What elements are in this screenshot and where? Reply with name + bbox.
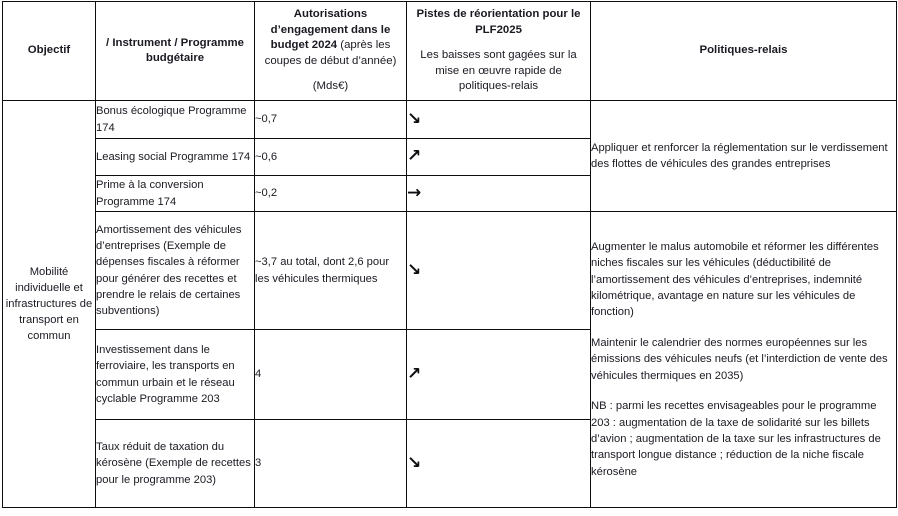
objectif-line5: commun: [27, 330, 71, 342]
instrument-programme: Programme 203: [139, 392, 220, 405]
pistes-line2: PLF2025: [475, 23, 522, 36]
instrument-name: Amortissement des véhicules d’entreprises: [96, 223, 242, 253]
relais-paragraph: Appliquer et renforcer la réglementation sur le verdissement des flottes de véhicules des grandes entreprises: [591, 141, 888, 170]
autorisations-line1: Autorisations: [293, 8, 368, 21]
cell-amount: ~0,6: [255, 139, 407, 176]
column-header-instrument-line1: / Instrument / Programme: [106, 36, 244, 49]
relais-paragraph: Maintenir le calendrier des normes européennes sur les émissions des véhicules neufs (et l’interdiction de vente des véhicules thermiques en 2035): [591, 336, 888, 382]
instrument-programme: Programme 174: [96, 105, 247, 134]
autorisations-budget-year: budget 2024: [270, 39, 338, 52]
arrow-down-right-icon: ↘: [407, 108, 422, 129]
autorisations-line3: [255, 38, 406, 54]
table-header: [3, 2, 897, 101]
autorisations-unit: (Mds€): [312, 80, 349, 93]
autorisations-note-b: coupes de début d’année): [264, 54, 397, 67]
relais-paragraph: Augmenter le malus automobile et réformer les différentes niches fiscales sur les véhicules (déductibilité de l’amortissement des véhicules d’entreprises, indemnité kilométrique, avantage en nature sur les véhicules de fonction): [591, 240, 879, 319]
instrument-programme: Programme 174: [170, 150, 251, 163]
instrument-programme: Programme 174: [96, 195, 177, 208]
autorisations-line2: d’engagement dans le: [270, 23, 391, 36]
instrument-name: Bonus écologique: [96, 105, 185, 118]
cell-politiques-relais-group1: [591, 101, 897, 212]
cell-instrument: [96, 176, 255, 212]
table-row: [3, 101, 897, 139]
instrument-name: Investissement dans le ferroviaire, les transports en commun urbain et le réseau cyclable: [96, 344, 235, 405]
arrow-up-right-icon: ↗: [407, 146, 422, 166]
cell-trend: [407, 176, 591, 212]
column-header-relais-label: Politiques-relais: [699, 44, 788, 57]
arrow-up-right-icon: ↗: [407, 363, 422, 384]
cell-amount: 4: [255, 330, 407, 420]
header-row: [3, 2, 897, 101]
column-header-instrument: [96, 2, 255, 101]
cell-trend: [407, 420, 591, 508]
header-spacer: [255, 69, 406, 79]
pistes-line1: Pistes de réorientation pour le: [416, 8, 581, 21]
instrument-note: (Exemple de dépenses fiscales à réformer pour générer des recettes et prendre le relais de certaines subventions): [96, 240, 241, 317]
column-header-autorisations: [255, 2, 407, 101]
table-row: [3, 212, 897, 330]
autorisations-note-a: (après les: [337, 39, 391, 52]
cell-instrument: [96, 420, 255, 508]
arrow-down-right-icon: ↘: [407, 259, 422, 280]
column-header-politiques-relais: [591, 2, 897, 101]
cell-amount: ~0,2: [255, 176, 407, 212]
column-header-objectif-label: Objectif: [27, 44, 71, 57]
pistes-note-2: mise en œuvre rapide de: [435, 64, 562, 77]
objectif-line2: individuelle et: [15, 282, 83, 294]
cell-amount: 3: [255, 420, 407, 508]
column-header-objectif: [3, 2, 96, 101]
pistes-note-1: Les baisses sont gagées sur la: [420, 49, 577, 62]
objectif-line3: infrastructures: [5, 298, 77, 310]
cell-trend: [407, 139, 591, 176]
cell-amount: ~0,7: [255, 101, 407, 139]
column-header-instrument-line2: budgétaire: [145, 52, 205, 64]
cell-instrument: [96, 212, 255, 330]
header-spacer-2: [407, 38, 590, 48]
cell-objectif-mobilite: [3, 101, 96, 508]
cell-instrument: [96, 139, 255, 176]
arrow-down-right-icon: ↘: [407, 452, 422, 473]
cell-instrument: [96, 101, 255, 139]
cell-politiques-relais-group2: [591, 212, 897, 508]
instrument-name: Prime à la conversion: [96, 179, 204, 192]
pistes-note-3: politiques-relais: [458, 80, 539, 93]
budget-table: [2, 1, 897, 508]
relais-paragraph-nb: NB : parmi les recettes envisageables pour le programme 203 : augmentation de la taxe de solidarité sur les billets d’avion ; augmentation de la taxe sur les infrastructures de transport longue distance ; réduction de la niche fiscale kérosène: [591, 400, 881, 478]
objectif-line1: Mobilité: [29, 266, 69, 278]
arrow-right-icon: →: [407, 182, 422, 203]
column-header-pistes: [407, 2, 591, 101]
instrument-name: Leasing social: [96, 150, 167, 163]
cell-amount: ~3,7 au total, dont 2,6 pour les véhicules thermiques: [255, 212, 407, 330]
cell-trend: [407, 101, 591, 139]
table-body: [3, 101, 897, 508]
cell-trend: [407, 330, 591, 420]
document-sheet: [0, 1, 898, 516]
cell-instrument: [96, 330, 255, 420]
cell-trend: [407, 212, 591, 330]
instrument-name: Taux réduit de taxation du kérosène (Exemple de recettes pour le programme 203): [96, 441, 251, 486]
objectif-line4: de transport en: [19, 298, 93, 326]
